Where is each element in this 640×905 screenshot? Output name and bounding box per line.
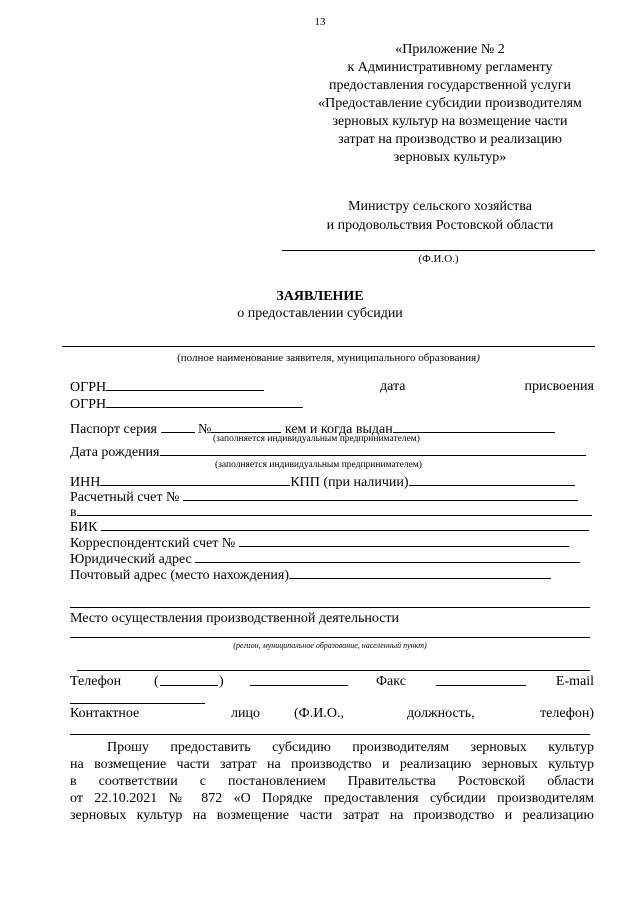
corr-account-row	[70, 534, 594, 551]
production-place-row	[70, 610, 594, 627]
addressee-line: Министру сельского хозяйства	[348, 199, 532, 214]
legal-address-field[interactable]	[195, 550, 580, 563]
request-line: на возмещение части затрат на производство и реализацию зерновых культур	[70, 757, 594, 772]
contacts-row	[70, 673, 594, 690]
request-line: от 22.10.2021 № 872 «О Порядке предоставления субсидии производителям	[70, 791, 594, 806]
request-line: в соответствии с постановлением Правительства Ростовской области	[70, 774, 594, 789]
birth-date-label: Дата рождения	[70, 445, 160, 460]
phone-field[interactable]	[250, 673, 348, 686]
contact-person-row	[70, 705, 594, 722]
inn-label: ИНН	[70, 475, 101, 490]
addressee-fio-line[interactable]	[282, 250, 595, 251]
phone-open-paren: (	[154, 674, 159, 689]
ip-note: (заполняется индивидуальным предпринимателем)	[215, 460, 422, 470]
request-paragraph	[70, 739, 594, 824]
appendix-line: зерновых культур на возмещение части	[332, 114, 568, 129]
birth-date-field[interactable]	[160, 443, 586, 456]
production-place-line-2[interactable]	[77, 670, 590, 671]
birth-date-row	[70, 443, 594, 460]
issued-by-field[interactable]	[393, 420, 555, 433]
ip-note: (заполняется индивидуальным предпринимателем)	[213, 434, 420, 444]
corr-account-field[interactable]	[239, 534, 569, 547]
fio-caption: (Ф.И.О.)	[418, 253, 459, 265]
phone-close-paren: )	[219, 674, 224, 689]
contact-word-2: лицо	[231, 706, 260, 721]
assignment-label: присвоения	[524, 379, 594, 394]
appendix-line: зерновых культур»	[393, 150, 507, 165]
blank-line[interactable]	[70, 607, 590, 608]
applicant-name-line[interactable]	[62, 346, 595, 347]
ogrn-field[interactable]	[106, 378, 264, 391]
kpp-field[interactable]	[409, 473, 575, 486]
account-label: Расчетный счет №	[70, 490, 180, 505]
ogrn-label: ОГРН	[70, 397, 107, 412]
bik-field[interactable]	[101, 518, 589, 531]
postal-address-row	[70, 566, 594, 583]
fax-field[interactable]	[436, 673, 526, 686]
production-place-label: Место осуществления производственной деятельности	[70, 611, 400, 626]
bik-label: БИК	[70, 520, 98, 535]
request-line: Прошу предоставить субсидию производителям зерновых культур	[107, 740, 594, 755]
bik-row	[70, 518, 594, 535]
email-field[interactable]	[70, 703, 205, 704]
appendix-line: предоставления государственной услуги	[329, 78, 571, 93]
account-field[interactable]	[183, 488, 578, 501]
applicant-caption-end: )	[476, 352, 480, 364]
contact-word-5: телефон)	[540, 706, 594, 721]
ogrn-row-2	[70, 395, 594, 412]
issued-by-label: кем и когда выдан	[284, 422, 393, 437]
legal-address-label: Юридический адрес	[70, 552, 192, 567]
region-note: (регион, муниципальное образование, населенный пункт)	[233, 641, 427, 650]
ogrn-row-1	[70, 378, 594, 395]
request-line: зерновых культур на возмещение части затрат на производство и реализацию	[70, 808, 594, 823]
passport-number-field[interactable]	[211, 420, 281, 433]
passport-number-label: №	[198, 422, 212, 437]
inn-field[interactable]	[100, 473, 290, 486]
appendix-line: «Предоставление субсидии производителям	[318, 96, 582, 111]
applicant-caption	[62, 350, 595, 367]
contact-word-1: Контактное	[70, 706, 140, 721]
phone-code-field[interactable]	[160, 673, 218, 686]
appendix-line: затрат на производство и реализацию	[338, 132, 562, 147]
production-place-line[interactable]	[70, 637, 590, 638]
fax-label: Факс	[376, 674, 406, 689]
appendix-header	[300, 41, 600, 167]
legal-address-row	[70, 550, 594, 567]
postal-address-label: Почтовый адрес (место нахождения)	[70, 568, 289, 583]
ogrn-label: ОГРН	[70, 380, 107, 395]
passport-series-field[interactable]	[161, 420, 195, 433]
appendix-line: к Административному регламенту	[347, 60, 553, 75]
bank-label: в	[70, 505, 77, 520]
phone-label: Телефон	[70, 674, 122, 689]
date-label: дата	[380, 379, 406, 394]
page-number: 13	[314, 16, 326, 28]
bank-field[interactable]	[77, 503, 592, 516]
email-label: E-mail	[555, 674, 594, 689]
addressee	[290, 197, 590, 235]
contact-person-line[interactable]	[70, 734, 590, 735]
applicant-caption-text: (полное наименование заявителя, муниципального образования	[177, 352, 477, 364]
postal-address-field[interactable]	[289, 566, 551, 579]
ogrn-date-field[interactable]	[106, 395, 303, 408]
contact-word-3: (Ф.И.О.,	[294, 706, 344, 721]
document-subtitle: о предоставлении субсидии	[237, 306, 403, 321]
contact-word-4: должность,	[407, 706, 475, 721]
kpp-label: КПП (при наличии)	[290, 475, 409, 490]
addressee-line: и продовольствия Ростовской области	[326, 218, 554, 233]
appendix-line: «Приложение № 2	[395, 42, 505, 57]
document-title: ЗАЯВЛЕНИЕ	[276, 289, 364, 304]
corr-account-label: Корреспондентский счет №	[70, 536, 236, 551]
passport-series-label: Паспорт серия	[70, 422, 157, 437]
